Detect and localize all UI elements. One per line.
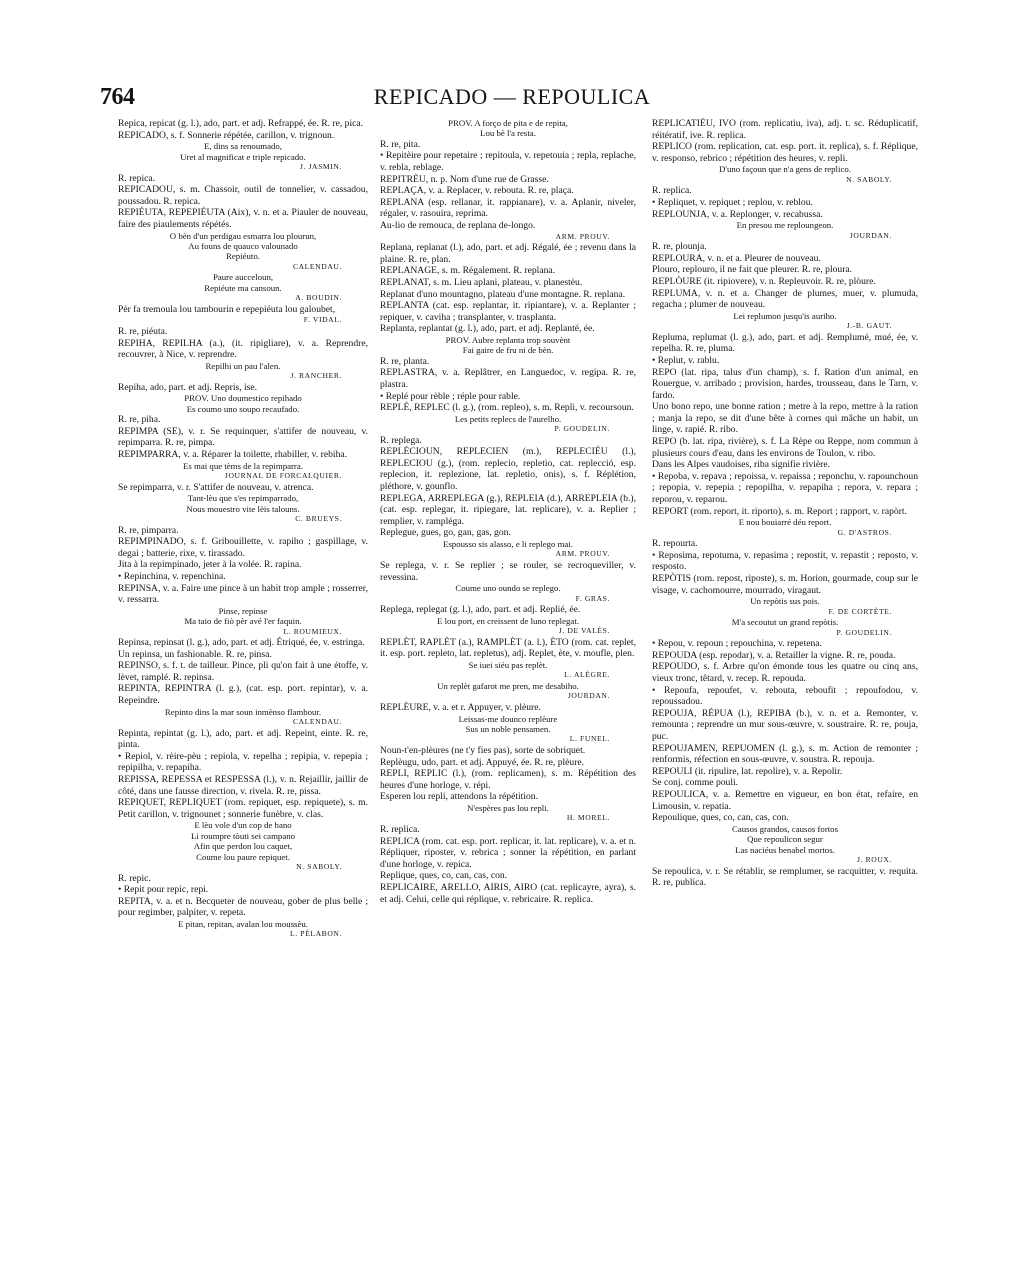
quotation-line: Au founs de quauco valounado [188,240,298,251]
dictionary-entry: • Repliquet, v. repiquet ; replou, v. reblou. [652,196,813,208]
quotation-line: E, dins sa renoumado, [204,141,282,152]
quotation-line: Tant-lèu que s'es repimparrado, [187,493,299,504]
quote-attribution: L. PÉLABON. [290,929,342,939]
quotation-line: Un repòtis sus pois. [750,596,820,607]
quote-attribution: C. BRUEYS. [295,513,342,523]
dictionary-entry: REPLÉCIOUN, REPLECIEN (m.), REPLECIÉU (l.), REPLECIOU (g.), (rom. replecio, repletio, cat. replecció, esp. replecion, it. replezione, lat. repletio, onis), s. f. Réplétion, pléthore, v. gounflo. [380,446,636,493]
dictionary-entry: REPIMPARRA, v. a. Réparer la toilette, rhabiller, v. rebiha. [118,448,348,460]
quote-attribution: JOURNAL DE FORCALQUIER. [224,470,342,480]
dictionary-entry: Replegue, gues, go, gan, gas, gon. [380,527,511,539]
quotation-line: E lou port, en creissent de luno replegat. [437,615,579,626]
quotation-line: Un replèt gafarot me pren, me desabiho. [437,681,579,691]
dictionary-entry: • Repiol, v. rèire-pèu ; repiola, v. repelha ; repipia, v. repepia ; repipilha, v. repapiha. [118,750,368,774]
quotation-line: Causos grandos, causos fortos [731,823,839,834]
dictionary-entry: Replique, ques, co, can, cas, con. [380,870,508,882]
dictionary-entry: Replanat d'uno mountagno, plateau d'une montagne. R. replana. [380,288,626,300]
quotation-line: En presou me reploungeon. [736,220,834,231]
dictionary-entry: R. replica. [380,823,420,835]
dictionary-entry: REPOULI (it. ripulire, lat. repolire), v. a. Repolir. [652,765,843,777]
dictionary-entry: REPLUMA, v. n. et a. Changer de plumes, muer, v. plumuda, regacha ; plumer de nouveau. [652,287,918,311]
dictionary-entry: REPLOURA, v. n. et a. Pleurer de nouveau. [652,252,821,264]
dictionary-entry: REPLÈT, RAPLÈT (a.), RAMPLÈT (a. l.), ÈTO (rom. cat. replet, it. esp. port. repleto, lat. repletus), adj. Replet, ète, v. moufle, plen. [380,636,636,660]
quotation-line: E pitan, repitan, avalan lou moussèu. [178,919,308,929]
dictionary-entry: R. re, planta. [380,355,430,367]
quote-attribution: J. RANCHER. [290,371,342,381]
dictionary-entry: • Repoufa, repoufet, v. rebouta, reboufit ; repoufodou, v. repoussadou. [652,684,918,708]
dictionary-entry: REPINSO, s. f. t. de tailleur. Pince, pli qu'on fait à une étoffe, v. lèvet, ramplé. R. repinsa. [118,660,368,683]
quotation-line: Paure aucceloun, [212,272,274,283]
quote-attribution: J. ROUX. [857,854,892,864]
quote-attribution: F. DE CORTÈTE. [828,606,892,616]
dictionary-entry: Jita à la repimpinado, jeter à la volée. R. rapina. [118,559,302,571]
dictionary-entry: REPLICO (rom. replication, cat. esp. port. it. replica), s. f. Réplique, v. responso, rebrico ; répétition des heures, v. repli. [652,141,918,164]
dictionary-entry: • Replé pour rèble ; réple pour rable. [380,390,521,402]
dictionary-entry: Replèugu, udo, part. et adj. Appuyé, ée. R. re, plèure. [380,756,585,768]
dictionary-entry: R. re, pimparra. [118,524,179,536]
dictionary-entry: • Repou, v. repoun ; repouchina, v. repetena. [652,638,822,650]
dictionary-entry: REPORT (rom. report, it. riporto), s. m. Report ; rapport, v. rapòrt. [652,505,907,517]
quote-attribution: J. DE VALÈS. [558,626,610,636]
quote-attribution: J.-B. GAUT. [846,321,892,331]
quotation-line: PROV. Uno doumestico repihado [184,393,302,404]
quotation-line: Sus un noble pensamen. [465,724,551,734]
dictionary-entry: REPOUDA (esp. repodar), v. a. Retailler la vigne. R. re, pouda. [652,649,896,661]
quote-attribution: J. JASMIN. [299,162,342,171]
quotation-line: PROV. A forço de pita e de repita, [448,118,568,128]
dictionary-entry: REPLASTRA, v. a. Replâtrer, en Languedoc, v. regipa. R. re, plastra. [380,367,636,390]
running-head: REPICADO — REPOULICA [373,84,651,109]
dictionary-entry: REPOUJAMEN, REPUOMEN (l. g.), s. m. Action de remonter ; renformis, réfection en sous-œuvre, v. soustra. R. repouja. [652,742,918,766]
dictionary-entry: Repoulique, ques, co, can, cas, con. [652,812,789,824]
dictionary-entry: • Reposima, repotuma, v. repasima ; repostit, v. repastit ; reposto, v. resposto. [652,549,918,573]
quote-attribution: CALENDAU. [292,717,342,727]
dictionary-entry: REPITRÈU, n. p. Nom d'une rue de Grasse. [380,173,549,185]
dictionary-entry: REPICADO, s. f. Sonnerie répétée, carillon, v. trignoun. [118,129,335,141]
dictionary-entry: Dans les Alpes vaudoises, riba signifie rivière. [652,459,830,471]
quote-attribution: F. VIDAL. [303,315,342,325]
quotation-line: Lei replumon jusqu'is auriho. [733,310,837,321]
dictionary-entry: Pèr fa tremoula lou tambourin e repepiéuta lou galoubet, [118,303,336,315]
dictionary-entry: REPINTA, REPINTRA (l. g.), (cat. esp. port. repintar), v. a. Repeindre. [118,683,368,707]
dictionary-entry: REPINSA, v. a. Faire une pince à un habit trop ample ; rosserrer, v. ressarra. [118,582,368,606]
dictionary-entry: REPLEGA, ARREPLEGA (g.), REPLEIA (d.), ARREPLEIA (b.), (cat. esp. replegar, it. ripiegare, lat. replicare), v. a. Replier ; remplier, v. rampléga. [380,492,636,527]
dictionary-entry: Repiha, ado, part. et adj. Repris, ise. [118,381,258,393]
dictionary-entry: R. repourta. [652,538,698,550]
column-middle [380,118,636,1180]
quote-attribution: L. ALÈGRE. [564,670,610,680]
quote-attribution: L. FUNEL. [569,734,610,744]
quotation-line: Las naciéus benabel mortos. [735,844,835,855]
quotation-line: Repiéute ma cansoun. [204,282,282,293]
quotation-line: Li roumpre tòuti sei campano [190,830,296,841]
quote-attribution: P. GOUDELIN. [554,424,610,434]
quotation-line: PROV. Aubre replanta trop souvènt [445,334,571,345]
quotation-line: Nous mouestro vite lèis talouns. [186,503,300,514]
dictionary-entry: REPOUJA, RÉPUA (l.), REPIBA (b.), v. n. et a. Remonter, v. remounta ; reprendre un mur sous-œuvre, v. soustraire. R. re, pouja, puc. [652,707,918,742]
dictionary-entry: R. re, pita. [380,138,421,150]
quotation-line: O bèn d'un perdigau esmarra lou plourun, [169,230,317,241]
quote-attribution: N. SABOLY. [296,862,342,872]
quotation-line: Coume uno oundo se replego. [455,583,561,594]
quotation-line: E nou bouiarré déu report. [738,517,832,528]
quotation-line: Es mai que tèms de la repimparra. [183,460,303,471]
quote-attribution: CALENDAU. [292,261,342,271]
dictionary-entry: REPLICATIÉU, IVO (rom. replicatiu, iva), adj. t. sc. Réduplicatif, réitératif, ive. R. replica. [652,118,918,141]
quote-attribution: N. SABOLY. [846,174,892,184]
dictionary-entry: Un repinsa, un fashionable. R. re, pinsa. [118,648,272,660]
dictionary-entry: Repinsa, repinsat (l. g.), ado, part. et adj. Étriqué, ée, v. estringa. [118,637,365,649]
quotation-line: N'espères pas lou repli. [467,802,549,813]
quote-attribution: ARM. PROUV. [555,231,610,241]
dictionary-entry: Replega, replegat (g. l.), ado, part. et adj. Replié, ée. [380,604,581,616]
dictionary-entry: Repluma, replumat (l. g.), ado, part. et adj. Remplumé, mué, ée, v. repelha. R. re, pluma. [652,331,918,355]
dictionary-entry: R. repic. [118,872,151,884]
dictionary-entry: Se replega, v. r. Se replier ; se rouler, se recroqueviller, v. revessina. [380,560,636,583]
dictionary-entry: R. repica. [118,172,156,184]
quote-attribution: ARM. PROUV. [555,549,610,559]
dictionary-entry: Esperen lou repli, attendons la répétition. [380,791,538,803]
dictionary-entry: Au-lio de remouca, de replana de-longo. [380,219,536,231]
quotation-line: M'a secoutut un grand repòtis. [731,617,839,628]
dictionary-entry: REPLÒURE (it. ripiovere), v. n. Repleuvoir. R. re, plòure. [652,275,876,287]
quotation-line: Uret al magnificat e triple repicado. [180,151,306,162]
quotation-line: Se iuei siéu pas replèt. [468,660,548,670]
quote-attribution: A. BOUDIN. [295,293,342,303]
dictionary-entry: Se conj. comme pouli. [652,777,739,789]
dictionary-entry: Replanta, replantat (g. l.), ado, part. et adj. Replanté, ée. [380,323,595,335]
dictionary-entry: REPLÉ, REPLEC (l. g.), (rom. repleo), s. m. Repli, v. recoursoun. [380,402,634,414]
dictionary-entry: R. replica. [652,185,692,197]
quotation-line: Les petits replecs de l'aurelho. [454,413,562,424]
quotation-line: Pinse, repinse [218,605,268,616]
dictionary-entry: • Repinchina, v. repenchina. [118,570,226,582]
quotation-line: Lou bè l'a resta. [480,128,536,139]
dictionary-entry: REPITA, v. a. et n. Becqueter de nouveau, gober de plus belle ; pour regimber, palpiter, v. repeta. [118,895,368,919]
dictionary-entry: REPLOUNJA, v. a. Replonger, v. recabussa. [652,208,823,220]
dictionary-entry: REPLANTA (cat. esp. replantar, it. ripiantare), v. a. Replanter ; repiquer, v. caviha ; transplanter, v. trasplanta. [380,300,636,323]
quotation-line: Ma taio de fiò pèr avé l'er faquin. [184,616,302,627]
dictionary-entry: Uno bono repo, une bonne ration ; metre à la repo, mettre à la ration ; manja la repo, se dit d'une bête à cornes qui mâche un habit, un linge, v. rapié. R. ribo. [652,401,918,436]
quote-attribution: JOURDAN. [849,230,892,240]
dictionary-entry: R. re, piéuta. [118,325,168,337]
dictionary-entry: R. replega. [380,434,422,446]
quotation-line: Coume lou paure repiquet. [196,851,290,862]
quote-attribution: H. MOREL. [566,813,610,823]
dictionary-entry: REPISSA, REPESSA et RESPESSA (l.), v. n. Rejaillir, jaillir de côté, dans une fausse direction, v. rivela. R. re, pissa. [118,774,368,797]
dictionary-entry: REPIHA, REPILHA (a.), (it. ripigliare), v. a. Reprendre, recouvrer, à Nice, v. reprendre. [118,337,368,361]
dictionary-entry: REPLI, REPLIC (l.), (rom. replicamen), s. m. Répétition des heures d'une horloge, v. répi. [380,768,636,791]
dictionary-entry: REPIMPA (SE), v. r. Se requinquer, s'attifer de nouveau, v. repimparra. R. re, pimpa. [118,425,368,449]
quote-attribution: F. GRAS. [575,593,610,603]
dictionary-entry: R. re, plounja. [652,241,707,253]
quote-attribution: L. ROUMIEUX. [283,626,342,636]
page-number: 764 [100,84,135,110]
dictionary-entry: R. re, piha. [118,414,161,426]
quote-attribution: G. D'ASTROS. [837,527,892,537]
dictionary-entry: Plouro, replouro, il ne fait que pleurer. R. re, ploura. [652,264,853,276]
dictionary-entry: REPOUDO, s. f. Arbre qu'on émonde tous les quatre ou cinq ans, vieux tronc, têtard, v. recep. R. repouda. [652,661,918,684]
quotation-line: E lèu vole d'un cop de bano [194,820,292,831]
dictionary-entry: • Repitèire pour repetaire ; repitoula, v. repetouia ; repla, replache, v. rebla, reblage. [380,150,636,173]
dictionary-entry: • Replut, v. rablu. [652,354,720,366]
dictionary-entry: REPICADOU, s. m. Chassoir, outil de tonnelier, v. cassadou, poussadou. R. repica. [118,184,368,207]
dictionary-entry: REPIQUET, REPLIQUET (rom. repiquet, esp. repiquete), s. m. Petit carillon, v. trignounet ; sonnerie funèbre, v. clas. [118,797,368,820]
dictionary-entry: REPO (lat. ripa, talus d'un champ), s. f. Ration d'un animal, en Rouergue, v. arribado ; provision, hardes, trousseau, dans le Tarn, v. fardo. [652,366,918,401]
dictionary-entry: Repica, repicat (g. l.), ado, part. et adj. Refrappé, ée. R. re, pica. [118,118,364,129]
dictionary-entry: • Repit pour repic, repi. [118,884,209,896]
column-left [118,118,368,1180]
dictionary-entry: Se repoulica, v. r. Se rétablir, se remplumer, se racquitter, v. requita. R. re, publica. [652,865,918,889]
quotation-line: D'uno façoun que n'a gens de replico. [719,164,851,175]
dictionary-entry: REPIÉUTA, REPEPIÉUTA (Aix), v. n. et a. Piauler de nouveau, faire des piaulements répétés. [118,207,368,230]
dictionary-entry: REPLICAIRE, ARELLO, AIRIS, AIRO (cat. replicayre, ayra), s. et adj. Celui, celle qui réplique, v. rebricaire. R. replica. [380,881,636,905]
quote-attribution: JOURDAN. [567,691,610,701]
dictionary-entry: REPLAÇA, v. a. Replacer, v. rebouta. R. re, plaça. [380,185,574,197]
quotation-line: Es coumo uno soupo recaufado. [186,403,300,414]
dictionary-entry: REPO (b. lat. ripa, rivière), s. f. La Rèpe ou Reppe, nom commun à plusieurs cours d'eau, dans les environs de Toulon, v. ribo. [652,436,918,459]
dictionary-entry: • Repoba, v. repava ; repoissa, v. repaissa ; reponchu, v. rapounchoun ; repopia, v. repepia ; repopilha, v. repapiha ; repora, v. repara ; reporou, v. reparou. [652,470,918,506]
dictionary-entry: REPÒTIS (rom. repost, riposte), s. m. Horion, gourmade, coup sur le visage, v. cachomourre, mourrado, viragaut. [652,573,918,596]
dictionary-entry: REPLICA (rom. cat. esp. port. replicar, it. lat. replicare), v. a. et n. Répliquer, riposter, v. rebrica ; sonner la répétition, en parlant d'une horloge, v. repica. [380,835,636,870]
dictionary-entry: Noun-t'en-plèures (ne t'y fies pas), sorte de sobriquet. [380,745,586,756]
quote-attribution: P. GOUDELIN. [836,627,892,637]
dictionary-entry: REPIMPINADO, s. f. Gribouillette, v. rapiho ; gaspillage, v. degai ; batterie, rixe, v. tirassado. [118,536,368,559]
quotation-line: Espousso sis alasso, e li replego mai. [443,539,573,550]
dictionary-entry: Repinta, repintat (g. l.), ado, part. et adj. Repeint, einte. R. re, pinta. [118,727,368,751]
dictionary-entry: Replana, replanat (l.), ado, part. et adj. Régalé, ée ; revenu dans la plaine. R. re, plan. [380,242,636,265]
dictionary-entry: REPLANAT, s. m. Lieu aplani, plateau, v. planestèu. [380,276,583,288]
quotation-line: Afin que perdon lou caquet, [193,841,293,852]
quotation-line: Leissas-me dounco replèure [458,713,558,724]
dictionary-entry: Se repimparra, v. r. S'attifer de nouveau, v. atrenca. [118,481,314,493]
quotation-line: Que repoulicon segur [747,834,823,845]
quotation-line: Repinto dins la mar soun inmènso flambour. [164,706,322,717]
dictionary-entry: REPLANA (esp. rellanar, it. rappianare), v. a. Aplanir, niveler, régaler, v. rasouira, reprima. [380,196,636,220]
quotation-line: Fai gaire de fru ni de bèn. [462,345,554,356]
dictionary-entry: REPOULICA, v. a. Remettre en vigueur, en bon état, refaire, en Limousin, v. repatia. [652,788,918,812]
quotation-line: Repilhi un pau l'alen. [205,360,281,371]
quotation-line: Repiéuto. [226,251,260,262]
dictionary-entry: REPLÈURE, v. a. et r. Appuyer, v. plèure. [380,702,541,713]
dictionary-entry: REPLANAGE, s. m. Régalement. R. replana. [380,265,556,277]
column-right [652,118,918,1180]
